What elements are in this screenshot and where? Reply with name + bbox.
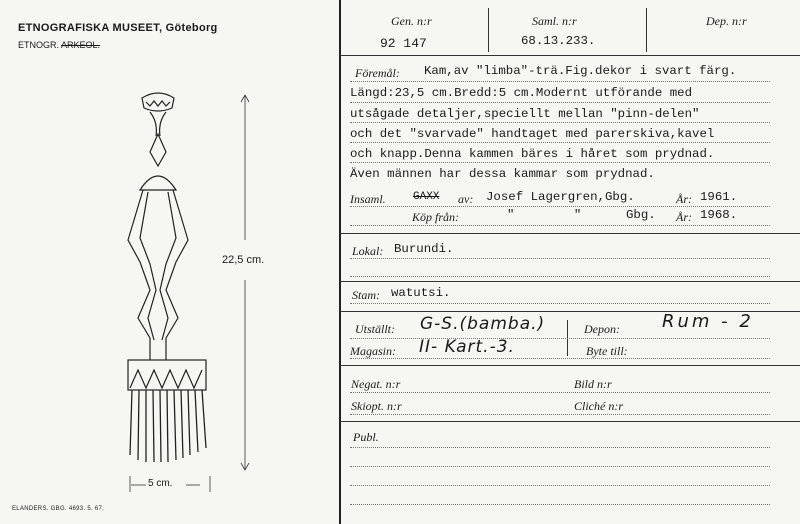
kop-value: " " Gbg. (507, 208, 656, 222)
gen-label: Gen. n:r (391, 14, 432, 28)
dotted-line (350, 258, 770, 259)
rule-after-insaml (340, 233, 800, 234)
negat-label: Negat. n:r (351, 377, 401, 391)
comb-inner-right (160, 192, 176, 340)
lokal-label: Lokal: (352, 244, 384, 258)
saml-label: Saml. n:r (532, 14, 577, 28)
comb-teeth (130, 390, 206, 462)
insaml-ar-label: År: (676, 192, 692, 206)
kop-label: Köp från: (412, 210, 460, 224)
utstallt-value: G-S.(bamba.) (420, 314, 546, 334)
dotted-line (350, 358, 770, 359)
insaml-ar-value: 1961. (700, 190, 738, 204)
dep-label: Dep. n:r (706, 14, 747, 28)
length-label: 22,5 cm. (222, 254, 265, 266)
byte-label: Byte till: (586, 344, 628, 358)
rule-after-photos (340, 421, 800, 422)
comb-band-zigzag (130, 370, 202, 388)
dotted-line (350, 338, 770, 339)
card-divider (339, 0, 341, 524)
foremal-line-4: och det "svarvade" handtaget med parerskiva,kavel (350, 127, 715, 141)
rule-after-lokal (340, 281, 800, 282)
magasin-value: II- Kart.-3. (419, 337, 515, 357)
foremal-line-2: Längd:23,5 cm.Bredd:5 cm.Modernt utförande med (350, 86, 693, 100)
comb-knob-pattern (146, 101, 170, 106)
dotted-line (350, 504, 770, 505)
header-divider-2 (646, 8, 647, 52)
kop-ar-value: 1968. (700, 208, 738, 222)
lokal-value: Burundi. (394, 242, 454, 256)
rule-after-storage (340, 365, 800, 366)
foremal-label: Föremål: (355, 66, 400, 80)
printer-imprint: ELANDERS. GBG. 4693. 5. 67. (12, 506, 105, 512)
dotted-line (350, 392, 770, 393)
foremal-line-5: och knapp.Denna kammen bäres i håret som prydnad. (350, 147, 715, 161)
foremal-line-3: utsågade detaljer,speciellt mellan "pinn-delen" (350, 107, 700, 121)
comb-diamond (150, 134, 166, 166)
skiopt-label: Skiopt. n:r (351, 399, 402, 413)
bild-label: Bild n:r (574, 377, 612, 391)
comb-inner-left (140, 192, 156, 340)
insaml-av-label: av: (458, 192, 474, 206)
comb-drawing (0, 0, 340, 524)
stam-label: Stam: (352, 288, 380, 302)
cliche-label: Cliché n:r (574, 399, 623, 413)
dotted-line (350, 225, 770, 226)
gen-value: 92 147 (380, 36, 427, 51)
comb-dome (140, 176, 176, 190)
stam-value: watutsi. (391, 286, 451, 300)
dotted-line (350, 206, 770, 207)
comb-right-side (166, 190, 188, 360)
dotted-line (350, 142, 770, 143)
depon-label: Depon: (584, 322, 620, 336)
comb-left-side (128, 190, 150, 360)
publ-label: Publ. (353, 430, 379, 444)
dotted-line (350, 485, 770, 486)
width-label: 5 cm. (148, 478, 173, 489)
saml-value: 68.13.233. (521, 34, 596, 48)
dotted-line (350, 122, 770, 123)
dotted-line (350, 447, 770, 448)
magasin-label: Magasin: (350, 344, 396, 358)
insaml-struck: GAXX (413, 191, 440, 203)
foremal-line-6: Även männen har dessa kammar som prydnad. (350, 167, 655, 181)
depon-value: Rum - 2 (662, 311, 754, 332)
dept-etnogr: ETNOGR. (18, 40, 60, 50)
dotted-line (350, 276, 770, 277)
dotted-line (350, 303, 770, 304)
header-divider-1 (488, 8, 489, 52)
dotted-line (350, 81, 770, 82)
utstallt-label: Utställt: (355, 322, 396, 336)
kop-ar-label: År: (676, 210, 692, 224)
comb-stem (150, 112, 166, 136)
dotted-line (350, 414, 770, 415)
insaml-value: Josef Lagergren,Gbg. (486, 190, 635, 204)
dotted-line (350, 102, 770, 103)
header-rule (340, 55, 800, 56)
dept-arkeol-struck: ARKEOL. (61, 40, 101, 50)
foremal-line-1: Kam,av "limba"-trä.Fig.dekor i svart färg. (424, 64, 737, 78)
insaml-label: Insaml. (350, 192, 386, 206)
dotted-line (350, 466, 770, 467)
dotted-line (350, 162, 770, 163)
museum-title: ETNOGRAFISKA MUSEET, Göteborg (18, 22, 218, 34)
